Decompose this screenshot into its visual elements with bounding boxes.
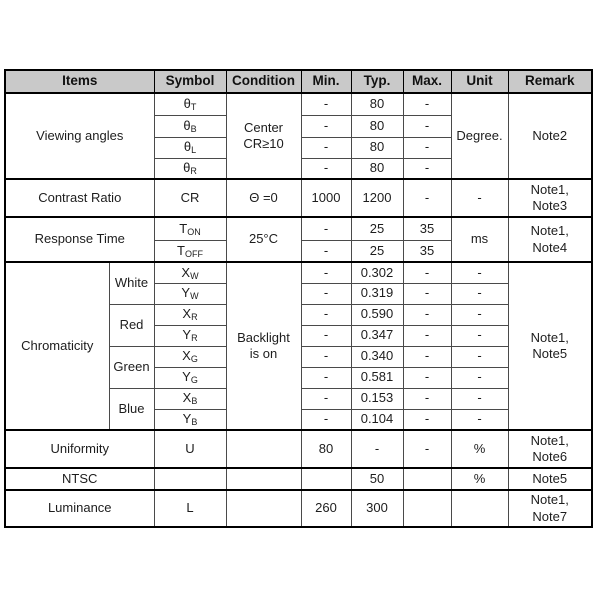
xw-sub: W — [190, 270, 199, 281]
header-unit: Unit — [451, 70, 508, 93]
xg-unit: - — [451, 346, 508, 367]
header-row — [5, 70, 592, 93]
remark-line-2: Note5 — [532, 346, 568, 361]
yw-min: - — [301, 283, 351, 304]
contrast-ratio-condition: Θ =0 — [226, 179, 301, 217]
yw-sub: W — [190, 291, 199, 302]
ntsc-item: NTSC — [5, 468, 154, 490]
xb-symbol — [154, 388, 226, 409]
condition-line-1: Center — [243, 119, 284, 135]
yr-min: - — [301, 325, 351, 346]
theta-t-min: - — [301, 93, 351, 115]
remark-line-2: Note3 — [532, 198, 568, 213]
header-condition: Condition — [226, 70, 301, 93]
viewing-angles-item: Viewing angles — [5, 93, 154, 179]
header-max: Max. — [403, 70, 451, 93]
condition-line-2: CR≥10 — [243, 136, 284, 151]
theta-l-sub: L — [191, 145, 197, 156]
t-off-sub: OFF — [184, 248, 203, 259]
condition-line-2: is on — [249, 346, 278, 361]
xr-base: X — [182, 306, 192, 322]
luminance-unit — [451, 490, 508, 527]
t-off-min: - — [301, 240, 351, 262]
remark-line-2: Note7 — [532, 508, 568, 524]
row-ntsc — [5, 468, 592, 490]
row-uniformity — [5, 430, 592, 468]
xw-typ: 0.302 — [351, 262, 403, 283]
header-min: Min. — [301, 70, 351, 93]
ntsc-min — [301, 468, 351, 490]
xb-unit: - — [451, 388, 508, 409]
t-on-typ: 25 — [351, 217, 403, 240]
xr-typ: 0.590 — [351, 304, 403, 325]
remark-line-1: Note1, — [530, 432, 569, 448]
row-response-time-on — [5, 217, 592, 240]
uniformity-max: - — [403, 430, 451, 468]
theta-r-typ: 80 — [351, 158, 403, 179]
contrast-ratio-min: 1000 — [301, 179, 351, 217]
uniformity-min: 80 — [301, 430, 351, 468]
ntsc-remark: Note5 — [508, 468, 592, 490]
xb-sub: B — [191, 396, 198, 407]
luminance-condition — [226, 490, 301, 527]
xr-min: - — [301, 304, 351, 325]
yw-base: Y — [181, 285, 191, 301]
theta-l-symbol — [154, 137, 226, 158]
uniformity-typ: - — [351, 430, 403, 468]
xg-symbol — [154, 346, 226, 367]
t-on-base: T — [179, 220, 188, 236]
row-viewing-theta-t — [5, 93, 592, 115]
viewing-angles-remark: Note2 — [508, 93, 592, 179]
theta-l-max: - — [403, 137, 451, 158]
color-red-label: Red — [109, 304, 154, 346]
optical-spec-table — [4, 69, 593, 528]
theta-t-typ: 80 — [351, 93, 403, 115]
chromaticity-item: Chromaticity — [5, 262, 109, 430]
theta-b-sub: B — [190, 123, 197, 134]
uniformity-symbol: U — [154, 430, 226, 468]
remark-line-2: Note4 — [532, 239, 568, 255]
yw-symbol — [154, 283, 226, 304]
luminance-max — [403, 490, 451, 527]
t-on-symbol — [154, 217, 226, 240]
response-time-condition: 25°C — [226, 217, 301, 262]
theta-t-base: θ — [183, 96, 191, 112]
xb-max: - — [403, 388, 451, 409]
remark-line-2: Note6 — [532, 449, 568, 464]
t-off-typ: 25 — [351, 240, 403, 262]
xg-typ: 0.340 — [351, 346, 403, 367]
theta-l-typ: 80 — [351, 137, 403, 158]
xr-symbol — [154, 304, 226, 325]
uniformity-condition — [226, 430, 301, 468]
yb-min: - — [301, 409, 351, 430]
ntsc-condition — [226, 468, 301, 490]
viewing-angles-unit: Degree. — [451, 93, 508, 179]
theta-r-sub: R — [190, 166, 197, 177]
theta-t-sub: T — [190, 102, 197, 113]
xb-min: - — [301, 388, 351, 409]
yg-max: - — [403, 367, 451, 388]
yg-base: Y — [182, 369, 191, 385]
theta-t-symbol — [154, 93, 226, 115]
contrast-ratio-max: - — [403, 179, 451, 217]
yb-sub: B — [191, 417, 198, 428]
xw-max: - — [403, 262, 451, 283]
color-white-label: White — [109, 262, 154, 304]
yg-min: - — [301, 367, 351, 388]
t-on-sub: ON — [187, 226, 201, 237]
contrast-ratio-remark — [508, 179, 592, 217]
contrast-ratio-item: Contrast Ratio — [5, 179, 154, 217]
yr-symbol — [154, 325, 226, 346]
yg-sub: G — [190, 375, 198, 386]
uniformity-item: Uniformity — [5, 430, 154, 468]
contrast-ratio-unit: - — [451, 179, 508, 217]
xr-sub: R — [191, 312, 198, 323]
xg-sub: G — [190, 354, 198, 365]
yb-max: - — [403, 409, 451, 430]
header-typ: Typ. — [351, 70, 403, 93]
header-items: Items — [5, 70, 154, 93]
chromaticity-condition — [226, 262, 301, 430]
theta-b-typ: 80 — [351, 115, 403, 137]
theta-r-max: - — [403, 158, 451, 179]
xr-max: - — [403, 304, 451, 325]
theta-b-min: - — [301, 115, 351, 137]
theta-r-symbol — [154, 158, 226, 179]
luminance-min: 260 — [301, 490, 351, 527]
chromaticity-remark — [508, 262, 592, 430]
remark-line-1: Note1, — [530, 223, 569, 239]
yb-typ: 0.104 — [351, 409, 403, 430]
t-on-min: - — [301, 217, 351, 240]
yr-unit: - — [451, 325, 508, 346]
ntsc-max — [403, 468, 451, 490]
theta-b-symbol — [154, 115, 226, 137]
yr-typ: 0.347 — [351, 325, 403, 346]
response-time-remark — [508, 217, 592, 262]
t-off-symbol — [154, 240, 226, 262]
luminance-symbol: L — [154, 490, 226, 527]
spec-table-container — [4, 69, 593, 528]
uniformity-remark — [508, 430, 592, 468]
luminance-remark — [508, 490, 592, 527]
xw-base: X — [181, 264, 191, 280]
condition-line-1: Backlight — [237, 329, 290, 345]
row-luminance — [5, 490, 592, 527]
t-on-max: 35 — [403, 217, 451, 240]
ntsc-symbol — [154, 468, 226, 490]
row-contrast-ratio — [5, 179, 592, 217]
theta-b-max: - — [403, 115, 451, 137]
xw-unit: - — [451, 262, 508, 283]
theta-l-min: - — [301, 137, 351, 158]
t-off-base: T — [177, 242, 185, 258]
xg-max: - — [403, 346, 451, 367]
yr-sub: R — [191, 333, 198, 344]
yg-typ: 0.581 — [351, 367, 403, 388]
luminance-item: Luminance — [5, 490, 154, 527]
theta-r-base: θ — [183, 160, 191, 176]
yr-max: - — [403, 325, 451, 346]
yr-base: Y — [182, 327, 192, 343]
remark-line-1: Note1, — [530, 181, 569, 197]
yg-unit: - — [451, 367, 508, 388]
yw-unit: - — [451, 283, 508, 304]
theta-b-base: θ — [183, 117, 191, 133]
xb-base: X — [182, 390, 192, 406]
theta-r-min: - — [301, 158, 351, 179]
yw-typ: 0.319 — [351, 283, 403, 304]
yb-unit: - — [451, 409, 508, 430]
ntsc-typ: 50 — [351, 468, 403, 490]
color-blue-label: Blue — [109, 388, 154, 430]
color-green-label: Green — [109, 346, 154, 388]
viewing-angles-condition — [226, 93, 301, 179]
ntsc-unit: % — [451, 468, 508, 490]
yb-symbol — [154, 409, 226, 430]
header-remark: Remark — [508, 70, 592, 93]
yg-symbol — [154, 367, 226, 388]
response-time-unit: ms — [451, 217, 508, 262]
remark-line-1: Note1, — [530, 329, 569, 345]
xr-unit: - — [451, 304, 508, 325]
yb-base: Y — [182, 411, 192, 427]
theta-l-base: θ — [183, 139, 192, 155]
response-time-item: Response Time — [5, 217, 154, 262]
xg-min: - — [301, 346, 351, 367]
xw-min: - — [301, 262, 351, 283]
remark-line-1: Note1, — [530, 492, 569, 508]
contrast-ratio-typ: 1200 — [351, 179, 403, 217]
xg-base: X — [182, 348, 191, 364]
row-chromaticity-xw — [5, 262, 592, 283]
yw-max: - — [403, 283, 451, 304]
header-symbol: Symbol — [154, 70, 226, 93]
theta-t-max: - — [403, 93, 451, 115]
xb-typ: 0.153 — [351, 388, 403, 409]
t-off-max: 35 — [403, 240, 451, 262]
contrast-ratio-symbol: CR — [154, 179, 226, 217]
xw-symbol — [154, 262, 226, 283]
uniformity-unit: % — [451, 430, 508, 468]
luminance-typ: 300 — [351, 490, 403, 527]
